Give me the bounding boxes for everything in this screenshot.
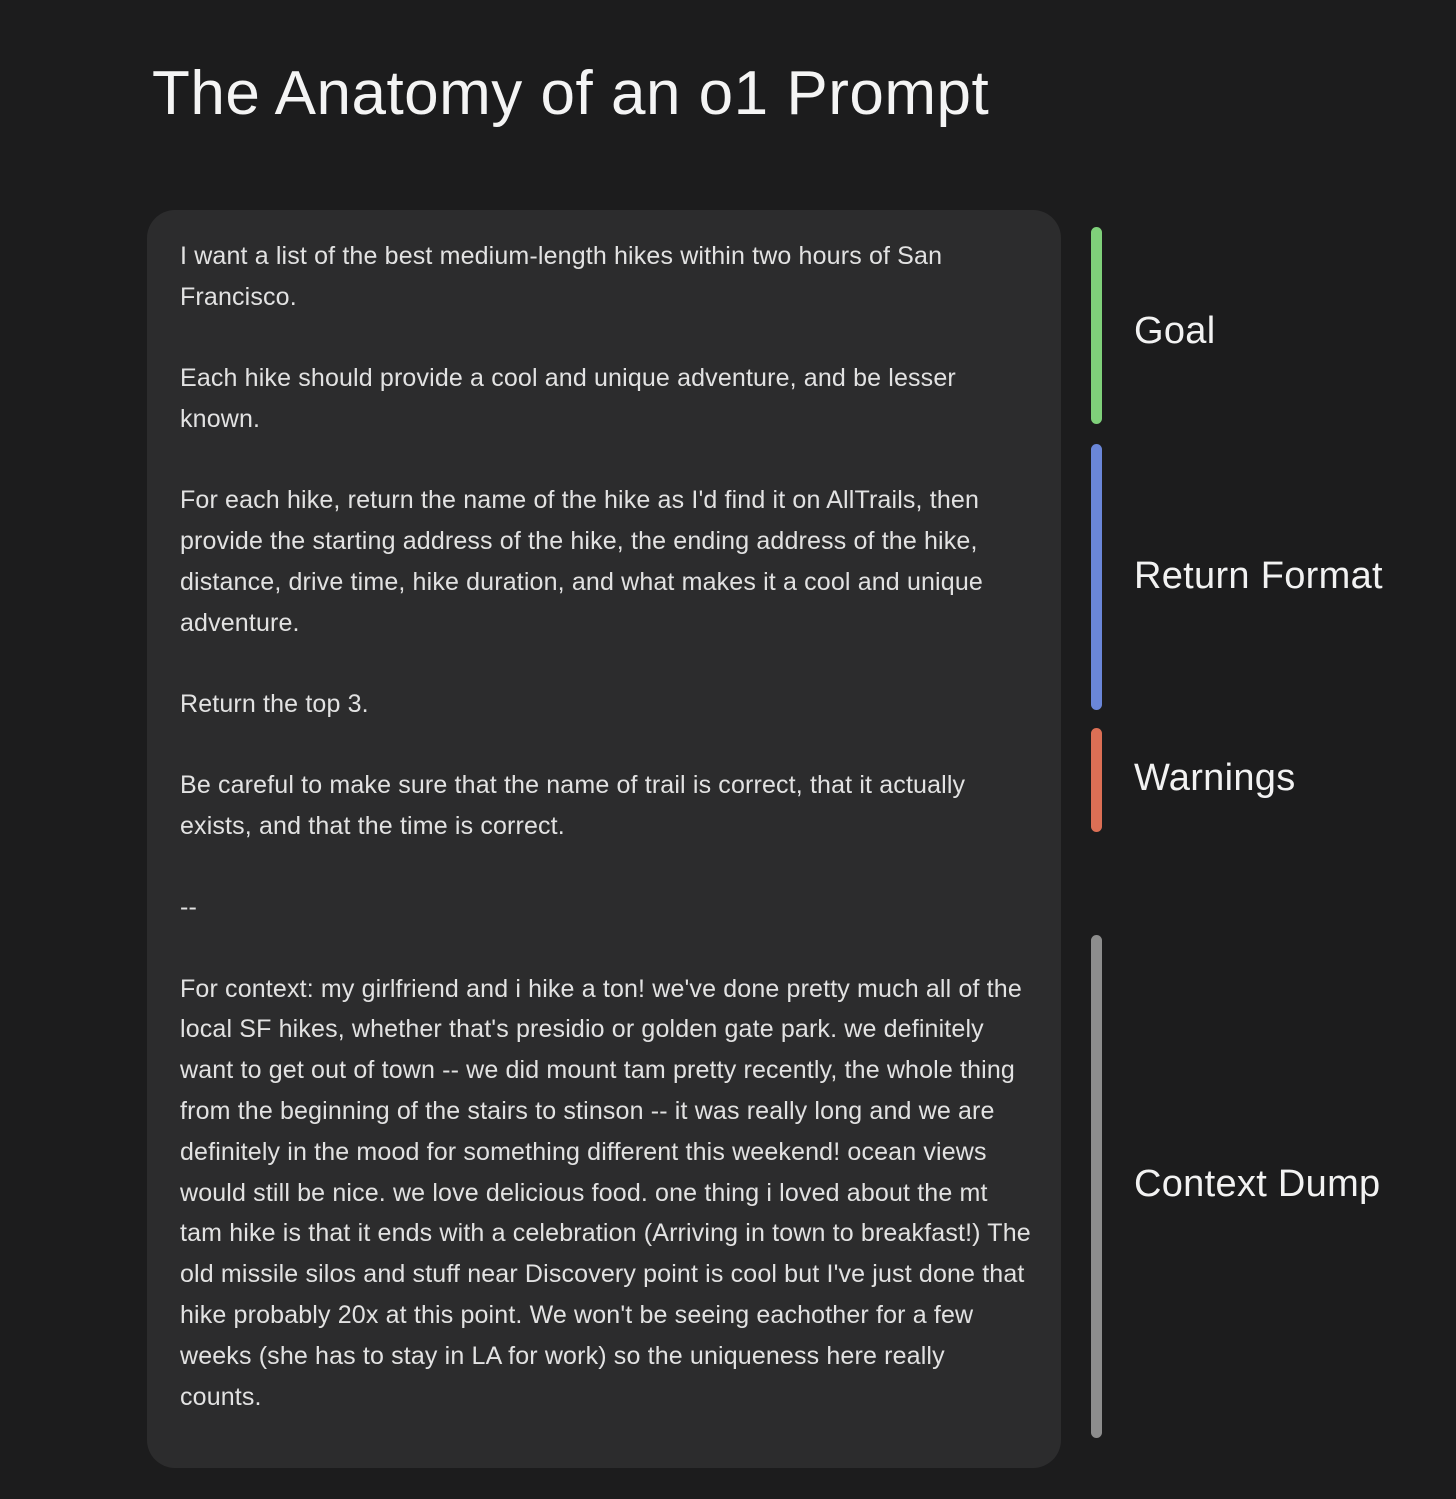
prompt-goal-detail-paragraph: Each hike should provide a cool and unique adventure, and be lesser known. xyxy=(180,364,963,433)
prompt-return-format-paragraph: For each hike, return the name of the hike as I'd find it on AllTrails, then provide the starting address of the hike, the ending address of the hike, distance, drive time, hike duration, and what makes it a cool and unique adventure. xyxy=(180,486,991,637)
return-format-section-label: Return Format xyxy=(1134,555,1383,597)
context-dump-section-bar xyxy=(1091,935,1102,1438)
warnings-section-label: Warnings xyxy=(1134,757,1296,799)
warnings-section-bar xyxy=(1091,728,1102,832)
prompt-context-paragraph: For context: my girlfriend and i hike a ton! we've done pretty much all of the local SF hikes, whether that's presidio or golden gate park. we definitely want to get out of town -- we did mount tam pretty recently, the whole thing from the beginning of the stairs to stinson -- it was really long and we are definitely in the mood for something different this weekend! ocean views would still be nice. we love delicious food. one thing i loved about the mt tam hike is that it ends with a celebration (Arriving in town to breakfast!) The old missile silos and stuff near Discovery point is cool but I've just done that hike probably 20x at this point. We won't be seeing eachother for a few weeks (she has to stay in LA for work) so the uniqueness here really counts. xyxy=(180,974,1038,1411)
prompt-separator: -- xyxy=(180,893,197,922)
page-title: The Anatomy of an o1 Prompt xyxy=(152,59,990,128)
return-format-section-bar xyxy=(1091,444,1102,710)
prompt-card xyxy=(147,210,1061,1468)
goal-section-label: Goal xyxy=(1134,310,1216,352)
prompt-goal-paragraph: I want a list of the best medium-length hikes within two hours of San Francisco. xyxy=(180,242,950,311)
context-dump-section-label: Context Dump xyxy=(1134,1163,1381,1205)
prompt-return-count-paragraph: Return the top 3. xyxy=(180,689,369,718)
prompt-warnings-paragraph: Be careful to make sure that the name of trail is correct, that it actually exists, and that the time is correct. xyxy=(180,771,973,840)
goal-section-bar xyxy=(1091,227,1102,424)
